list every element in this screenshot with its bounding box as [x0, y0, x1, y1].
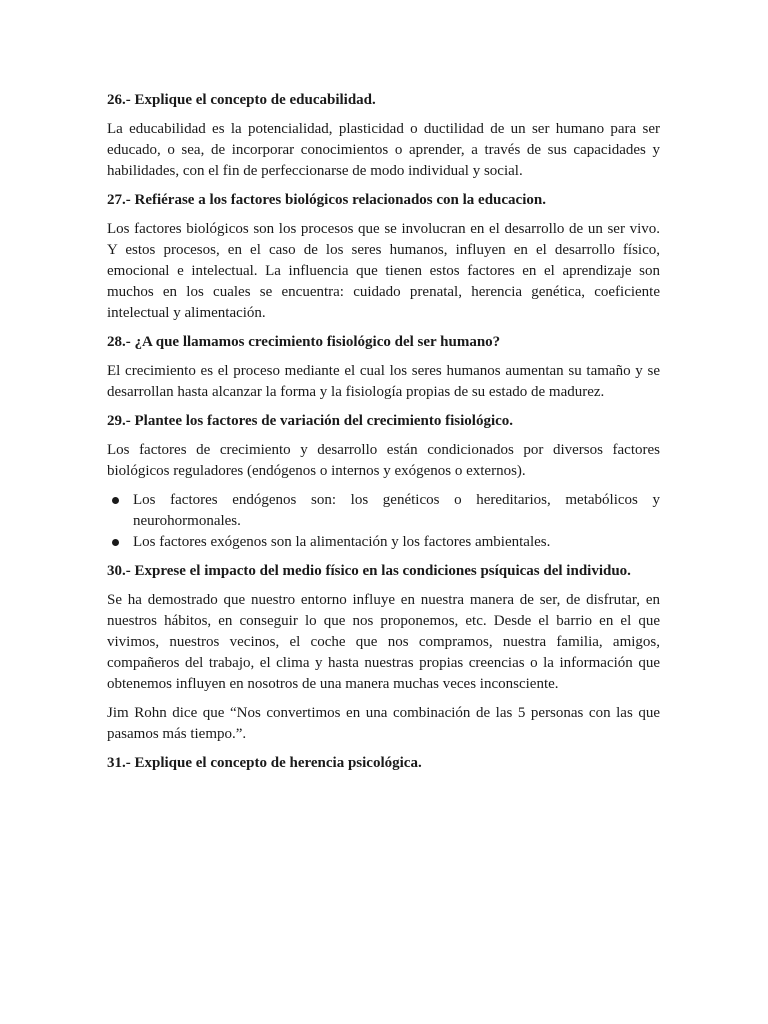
section-heading-26: 26.- Explique el concepto de educabilidad.	[107, 92, 376, 108]
bullet-list-29	[107, 490, 660, 553]
document-page	[107, 90, 660, 782]
section-paragraph-27: Los factores biológicos son los procesos que se involucran en el desarrollo de un ser vivo. Y estos procesos, en el caso de los seres humanos, influyen en el desarrollo físico, emocional e intelectual. La influencia que tienen estos factores en el aprendizaje son muchos en los cuales se encuentra: cuidado prenatal, herencia genética, coeficiente intelectual y alimentación.	[107, 221, 660, 321]
bullet-icon	[112, 539, 119, 546]
bullet-icon	[112, 497, 119, 504]
section-paragraph-30-2: Jim Rohn dice que “Nos convertimos en una combinación de las 5 personas con las que pasamos más tiempo.”.	[107, 705, 660, 742]
list-item-text: Los factores exógenos son la alimentación y los factores ambientales.	[133, 534, 551, 550]
list-item-text: Los factores endógenos son: los genéticos o hereditarios, metabólicos y neurohormonales.	[133, 492, 660, 529]
list-item	[107, 532, 660, 553]
list-item	[107, 490, 660, 532]
section-paragraph-28: El crecimiento es el proceso mediante el cual los seres humanos aumentan su tamaño y se desarrollan hasta alcanzar la forma y la fisiología propias de su estado de madurez.	[107, 363, 660, 400]
section-paragraph-30-1: Se ha demostrado que nuestro entorno influye en nuestra manera de ser, de disfrutar, en nuestros hábitos, en conseguir lo que nos proponemos, etc. Desde el barrio en el que vivimos, nuestros vecinos, el coche que nos compramos, nuestra familia, amigos, compañeros del trabajo, el clima y hasta nuestras propias creencias o la información que obtenemos influyen en nosotros de una manera muchas veces inconsciente.	[107, 592, 660, 692]
section-heading-28: 28.- ¿A que llamamos crecimiento fisiológico del ser humano?	[107, 334, 501, 350]
section-heading-31: 31.- Explique el concepto de herencia psicológica.	[107, 755, 422, 771]
section-heading-29: 29.- Plantee los factores de variación del crecimiento fisiológico.	[107, 413, 514, 429]
section-heading-27: 27.- Refiérase a los factores biológicos relacionados con la educacion.	[107, 192, 546, 208]
section-paragraph-29: Los factores de crecimiento y desarrollo están condicionados por diversos factores biológicos reguladores (endógenos o internos y exógenos o externos).	[107, 442, 660, 479]
section-heading-30: 30.- Exprese el impacto del medio físico en las condiciones psíquicas del individuo.	[107, 563, 631, 579]
section-paragraph-26: La educabilidad es la potencialidad, plasticidad o ductilidad de un ser humano para ser educado, o sea, de incorporar conocimientos o aprender, a través de sus capacidades y habilidades, con el fin de perfeccionarse de modo individual y social.	[107, 121, 660, 179]
